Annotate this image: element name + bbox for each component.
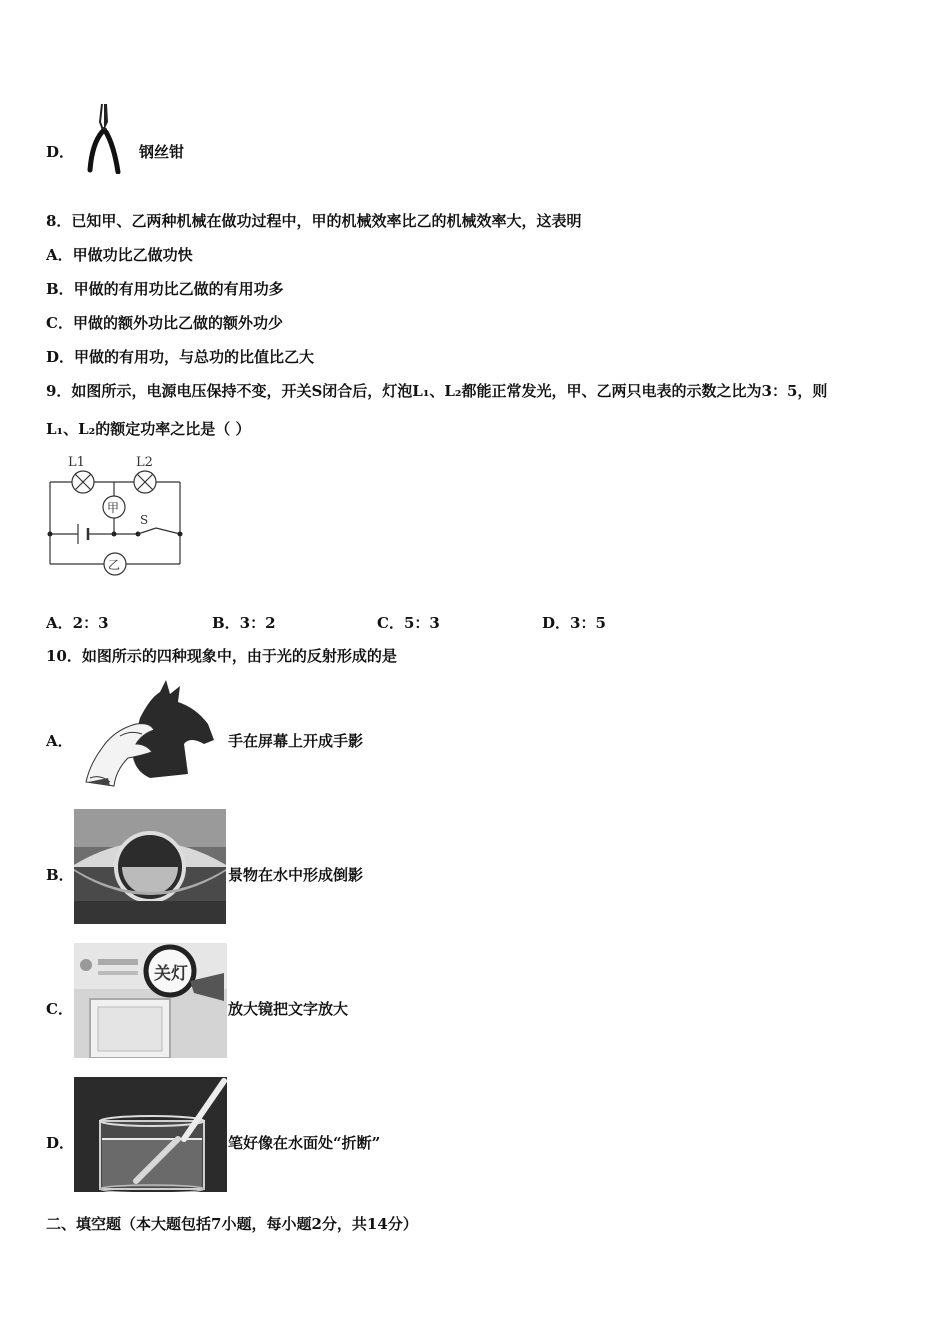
q10-option-b-caption: 景物在水中形成倒影 bbox=[228, 866, 364, 884]
switch-blade bbox=[138, 528, 156, 534]
q10-option-d-caption: 笔好像在水面处“折断” bbox=[228, 1134, 381, 1152]
meter-jia-label: 甲 bbox=[107, 501, 120, 515]
pencil-in-water-image bbox=[74, 1077, 227, 1192]
magnifier-text: 关灯 bbox=[154, 964, 188, 984]
q7-option-d-letter: D． bbox=[46, 143, 75, 161]
q9-option-a: A．2：3 bbox=[46, 614, 109, 632]
switch-label: S bbox=[140, 513, 149, 527]
pliers-icon bbox=[84, 100, 124, 174]
label-l1: L1 bbox=[68, 455, 85, 470]
q10-option-a-caption: 手在屏幕上开成手影 bbox=[228, 732, 364, 750]
q9-stem-line2: L₁、L₂的额定功率之比是（ ） bbox=[46, 420, 251, 438]
q8-option-a: A．甲做功比乙做功快 bbox=[46, 246, 193, 264]
q7-option-d-caption: 钢丝钳 bbox=[139, 143, 185, 161]
q10-option-d-letter: D． bbox=[46, 1134, 75, 1152]
q8-option-b: B．甲做的有用功比乙做的有用功多 bbox=[46, 280, 284, 298]
lamp-l1-icon bbox=[72, 471, 94, 493]
q9-option-b: B．3：2 bbox=[212, 614, 276, 632]
section-2-title: 二、填空题（本大题包括7小题，每小题2分，共14分） bbox=[46, 1215, 418, 1233]
q10-stem: 10．如图所示的四种现象中，由于光的反射形成的是 bbox=[46, 647, 397, 665]
label-l2: L2 bbox=[136, 455, 153, 470]
hand-shadow-image bbox=[80, 678, 220, 788]
meter-yi-label: 乙 bbox=[108, 558, 121, 572]
q8-option-d: D．甲做的有用功，与总功的比值比乙大 bbox=[46, 348, 315, 366]
q8-stem: 8．已知甲、乙两种机械在做功过程中，甲的机械效率比乙的机械效率大，这表明 bbox=[46, 212, 582, 230]
q9-option-d: D．3：5 bbox=[542, 614, 606, 632]
q10-option-a-letter: A． bbox=[46, 732, 73, 750]
q10-option-b-letter: B． bbox=[46, 866, 74, 884]
q10-option-c-letter: C． bbox=[46, 1000, 73, 1018]
lamp-l2-icon bbox=[134, 471, 156, 493]
bridge-reflection-image bbox=[74, 809, 226, 924]
q10-option-c-caption: 放大镜把文字放大 bbox=[228, 1000, 349, 1018]
circuit-diagram bbox=[44, 448, 186, 578]
q9-stem-line1: 9．如图所示，电源电压保持不变，开关S闭合后，灯泡L₁、L₂都能正常发光，甲、乙两只电表的示数之比为3：5，则 bbox=[46, 382, 828, 400]
magnifier-image bbox=[74, 943, 227, 1058]
q8-option-c: C．甲做的额外功比乙做的额外功少 bbox=[46, 314, 283, 332]
q9-option-c: C．5：3 bbox=[377, 614, 440, 632]
